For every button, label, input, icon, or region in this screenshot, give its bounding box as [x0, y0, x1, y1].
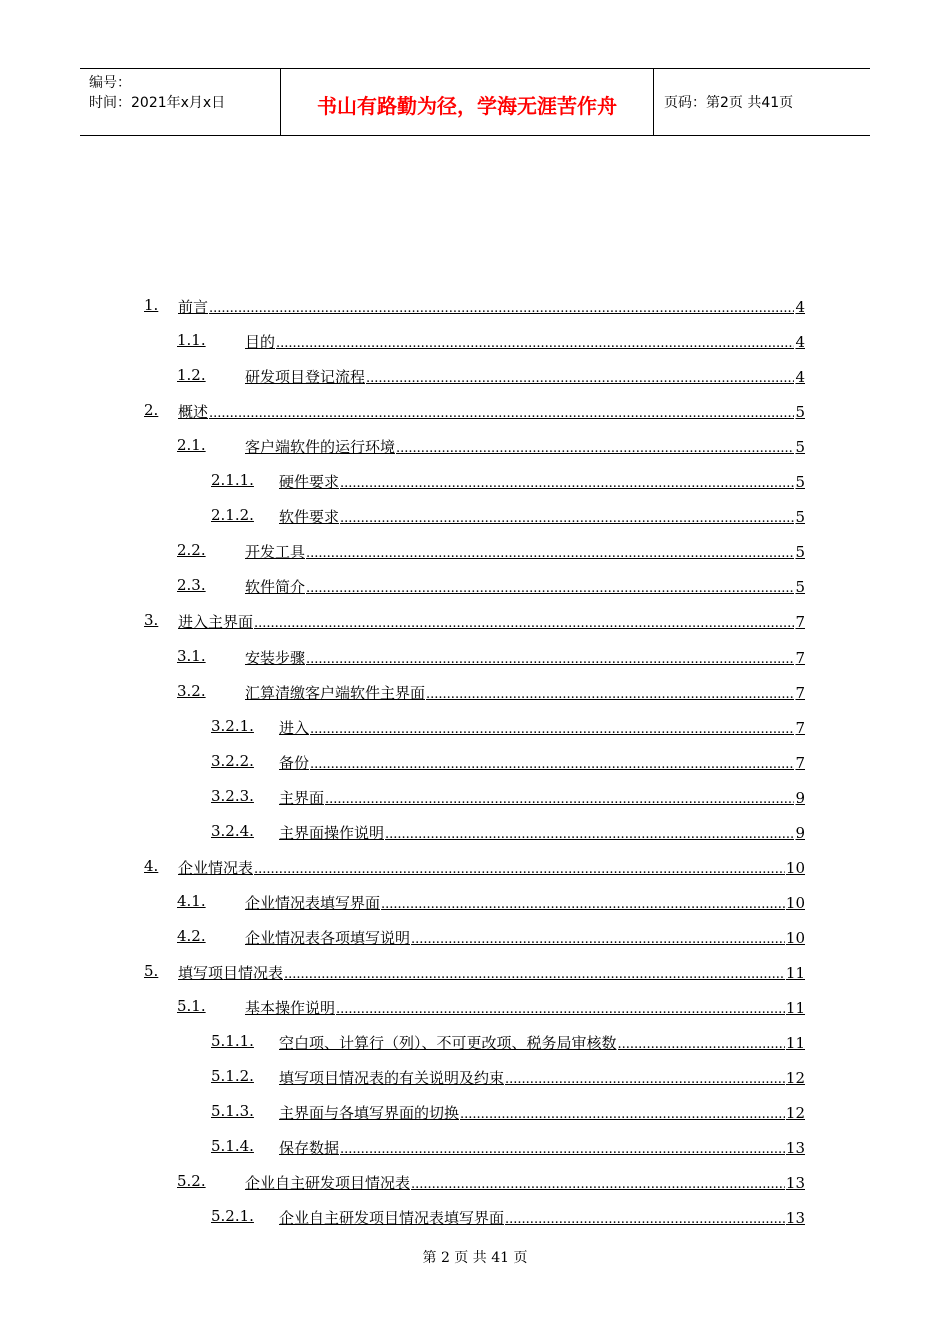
header-meta-cell — [80, 69, 281, 135]
toc-entry[interactable] — [0, 323, 950, 358]
toc-entry-page-number[interactable]: 9 — [795, 788, 805, 807]
toc-entry-number[interactable]: 5.1. — [177, 997, 206, 1015]
toc-entry-page-number[interactable]: 11 — [785, 1034, 805, 1053]
toc-entry[interactable] — [0, 709, 950, 744]
toc-entry-link[interactable] — [178, 857, 805, 878]
toc-entry-link[interactable] — [279, 822, 805, 843]
toc-entry-number[interactable]: 4.1. — [177, 891, 206, 910]
toc-entry-page-number[interactable]: 7 — [795, 753, 805, 772]
toc-dot-leader — [310, 722, 794, 737]
toc-entry-page-number[interactable]: 5 — [795, 578, 805, 597]
toc-entry-number[interactable]: 2.1.1. — [211, 471, 254, 490]
toc-entry-link[interactable] — [178, 611, 805, 632]
toc-entry-number[interactable]: 3. — [144, 611, 159, 630]
toc-entry-title[interactable]: 目的 — [245, 333, 276, 352]
toc-dot-leader — [276, 336, 794, 351]
toc-entry-title[interactable]: 概述 — [178, 403, 209, 422]
page-header — [80, 68, 870, 136]
toc-entry-link[interactable] — [279, 1032, 805, 1053]
toc-entry-number[interactable]: 3.2. — [177, 681, 206, 700]
header-page-label: 页码：第2页 共41页 — [664, 95, 794, 111]
toc-dot-leader — [381, 897, 785, 912]
toc-entry-number[interactable]: 2.1. — [177, 436, 206, 455]
toc-entry-page-number[interactable]: 10 — [785, 893, 805, 912]
toc-entry-title[interactable]: 主界面 — [279, 788, 325, 807]
toc-entry-number[interactable]: 2.2. — [177, 541, 206, 560]
toc-entry-title[interactable]: 企业自主研发项目情况表 — [245, 1174, 411, 1193]
toc-entry[interactable] — [0, 814, 950, 849]
toc-entry[interactable] — [0, 358, 950, 393]
toc-dot-leader — [325, 792, 794, 807]
toc-entry-page-number[interactable]: 11 — [785, 999, 805, 1017]
toc-entry-page-number[interactable]: 13 — [785, 1139, 805, 1158]
toc-entry[interactable] — [0, 1059, 950, 1094]
toc-entry-number[interactable]: 2. — [144, 401, 159, 420]
toc-entry-number[interactable]: 3.1. — [177, 646, 206, 665]
toc-dot-leader — [336, 1002, 785, 1017]
toc-dot-leader — [505, 1072, 785, 1087]
toc-entry-link[interactable] — [279, 752, 805, 773]
toc-entry-number[interactable]: 1.1. — [177, 331, 206, 350]
toc-dot-leader — [340, 511, 794, 526]
toc-entry-number[interactable]: 3.2.2. — [211, 751, 254, 770]
toc-entry-link[interactable] — [279, 1067, 805, 1088]
toc-entry-page-number[interactable]: 10 — [785, 858, 805, 877]
document-number-label: 编号： — [89, 75, 131, 91]
toc-entry-number[interactable]: 4. — [144, 856, 159, 875]
toc-entry-title[interactable]: 进入主界面 — [178, 613, 254, 632]
toc-entry-title[interactable]: 开发工具 — [245, 543, 306, 562]
toc-entry-title[interactable]: 填写项目情况表的有关说明及约束 — [279, 1069, 505, 1088]
toc-entry[interactable] — [0, 919, 950, 954]
toc-dot-leader — [306, 652, 794, 667]
toc-entry-number[interactable]: 5.1.2. — [211, 1067, 254, 1086]
toc-dot-leader — [505, 1212, 785, 1227]
toc-entry-number[interactable]: 2.3. — [177, 576, 206, 595]
toc-entry-number[interactable]: 2.1.2. — [211, 506, 254, 525]
toc-entry-title[interactable]: 企业情况表 — [178, 858, 254, 877]
toc-entry-title[interactable]: 软件要求 — [279, 508, 340, 527]
toc-entry[interactable] — [0, 884, 950, 919]
toc-entry-number[interactable]: 3.2.3. — [211, 786, 254, 805]
toc-entry-title[interactable]: 主界面操作说明 — [279, 823, 385, 842]
toc-dot-leader — [618, 1037, 785, 1052]
toc-entry-title[interactable]: 安装步骤 — [245, 648, 306, 667]
toc-entry-link[interactable] — [279, 471, 805, 492]
toc-entry-link[interactable] — [245, 331, 805, 352]
toc-entry[interactable] — [0, 954, 950, 989]
toc-entry-page-number[interactable]: 5 — [795, 543, 805, 562]
toc-entry[interactable] — [0, 744, 950, 779]
toc-dot-leader — [460, 1107, 785, 1122]
toc-dot-leader — [254, 616, 794, 631]
toc-entry-page-number[interactable]: 12 — [785, 1069, 805, 1088]
toc-entry-title[interactable]: 填写项目情况表 — [178, 963, 284, 982]
toc-entry[interactable] — [0, 1129, 950, 1164]
toc-entry-number[interactable]: 3.2.4. — [211, 821, 254, 840]
toc-dot-leader — [340, 1142, 785, 1157]
toc-entry-link[interactable] — [279, 506, 805, 527]
toc-entry-page-number[interactable]: 5 — [795, 438, 805, 457]
toc-dot-leader — [209, 406, 794, 421]
toc-entry-link[interactable] — [279, 1137, 805, 1158]
toc-entry-number[interactable]: 5.2. — [177, 1172, 206, 1191]
toc-entry-title[interactable]: 软件简介 — [245, 578, 306, 597]
toc-dot-leader — [385, 827, 794, 842]
toc-entry-number[interactable]: 1. — [144, 296, 159, 314]
toc-entry-page-number[interactable]: 7 — [795, 683, 805, 702]
toc-entry[interactable] — [0, 639, 950, 674]
toc-entry-link[interactable] — [245, 541, 805, 562]
toc-entry[interactable] — [0, 498, 950, 533]
document-time-label: 时间：2021年x月x日 — [89, 95, 226, 111]
toc-entry-title[interactable]: 主界面与各填写界面的切换 — [279, 1104, 460, 1123]
toc-entry[interactable] — [0, 463, 950, 498]
toc-entry[interactable] — [0, 568, 950, 603]
toc-entry[interactable] — [0, 1164, 950, 1199]
toc-entry-link[interactable] — [245, 892, 805, 913]
toc-entry-link[interactable] — [178, 401, 805, 422]
toc-entry-link[interactable] — [245, 997, 805, 1018]
toc-entry-link[interactable] — [245, 1172, 805, 1193]
toc-entry-number[interactable]: 5.1.4. — [211, 1137, 254, 1156]
toc-entry-title[interactable]: 企业情况表各项填写说明 — [245, 928, 411, 947]
toc-entry[interactable] — [0, 674, 950, 709]
toc-entry-title[interactable]: 企业情况表填写界面 — [245, 893, 381, 912]
toc-entry-number[interactable]: 5. — [144, 961, 159, 980]
toc-entry-page-number[interactable]: 7 — [795, 613, 805, 632]
toc-entry-page-number[interactable]: 5 — [795, 508, 805, 527]
toc-entry-page-number[interactable]: 7 — [795, 718, 805, 737]
toc-entry-page-number[interactable]: 13 — [785, 1174, 805, 1193]
toc-entry-page-number[interactable]: 5 — [795, 403, 805, 422]
toc-dot-leader — [411, 1177, 785, 1192]
toc-entry-link[interactable] — [245, 682, 805, 703]
toc-entry-link[interactable] — [279, 1102, 805, 1123]
toc-entry-number[interactable]: 4.2. — [177, 926, 206, 945]
toc-entry-page-number[interactable]: 9 — [795, 823, 805, 842]
toc-entry-page-number[interactable]: 4 — [795, 368, 805, 387]
toc-dot-leader — [254, 862, 785, 877]
toc-entry-link[interactable] — [245, 647, 805, 668]
toc-entry[interactable] — [0, 1024, 950, 1059]
toc-dot-leader — [209, 301, 794, 316]
toc-entry-title[interactable]: 基本操作说明 — [245, 999, 336, 1017]
page-footer: 第 2 页 共 41 页 — [422, 1250, 528, 1266]
toc-entry-number[interactable]: 1.2. — [177, 366, 206, 385]
toc-entry-title[interactable]: 前言 — [178, 298, 209, 316]
toc-entry[interactable] — [0, 603, 950, 638]
toc-entry-link[interactable] — [279, 717, 805, 738]
toc-entry-number[interactable]: 3.2.1. — [211, 716, 254, 735]
toc-entry[interactable] — [0, 393, 950, 428]
toc-entry-page-number[interactable]: 13 — [785, 1209, 805, 1228]
toc-entry-link[interactable] — [245, 436, 805, 457]
toc-dot-leader — [310, 757, 794, 772]
toc-entry-page-number[interactable]: 5 — [795, 473, 805, 492]
toc-entry-link[interactable] — [279, 787, 805, 808]
toc-entry-page-number[interactable]: 11 — [785, 963, 805, 982]
toc-entry-link[interactable] — [245, 576, 805, 597]
toc-dot-leader — [426, 687, 794, 702]
toc-entry[interactable] — [0, 849, 950, 884]
toc-entry-link[interactable] — [178, 962, 805, 983]
toc-dot-leader — [340, 476, 794, 491]
toc-entry-page-number[interactable]: 7 — [795, 648, 805, 667]
toc-entry-link[interactable] — [245, 927, 805, 948]
toc-entry[interactable] — [0, 428, 950, 463]
toc-entry[interactable] — [0, 1094, 950, 1129]
toc-entry[interactable] — [0, 288, 950, 323]
toc-entry-title[interactable]: 进入 — [279, 718, 310, 737]
toc-entry-title[interactable]: 企业自主研发项目情况表填写界面 — [279, 1209, 505, 1228]
toc-entry-title[interactable]: 硬件要求 — [279, 473, 340, 492]
toc-dot-leader — [306, 546, 794, 561]
toc-entry-page-number[interactable]: 4 — [795, 333, 805, 352]
toc-dot-leader — [306, 581, 794, 596]
toc-entry-page-number[interactable]: 12 — [785, 1104, 805, 1123]
toc-entry-title[interactable]: 汇算清缴客户端软件主界面 — [245, 683, 426, 702]
toc-entry-number[interactable]: 5.1.1. — [211, 1032, 254, 1051]
toc-entry-page-number[interactable]: 4 — [795, 298, 805, 316]
toc-entry-link[interactable] — [178, 296, 805, 317]
toc-entry-link[interactable] — [279, 1207, 805, 1228]
header-motto: 书山有路勤为径，学海无涯苦作舟 — [281, 69, 654, 135]
toc-dot-leader — [411, 932, 785, 947]
toc-entry-title[interactable]: 客户端软件的运行环境 — [245, 438, 396, 457]
toc-entry-page-number[interactable]: 10 — [785, 928, 805, 947]
toc-dot-leader — [366, 371, 794, 386]
toc-entry-title[interactable]: 空白项、计算行（列）、不可更改项、税务局审核数 — [279, 1034, 617, 1053]
toc-entry-title[interactable]: 备份 — [279, 753, 310, 772]
toc-entry[interactable] — [0, 779, 950, 814]
toc-entry-number[interactable]: 5.1.3. — [211, 1102, 254, 1121]
toc-dot-leader — [284, 967, 785, 982]
toc-entry[interactable] — [0, 533, 950, 568]
toc-entry-number[interactable]: 5.2.1. — [211, 1207, 254, 1226]
toc-entry[interactable] — [0, 989, 950, 1024]
toc-dot-leader — [396, 441, 794, 456]
toc-entry-link[interactable] — [245, 366, 805, 387]
toc-entry-title[interactable]: 研发项目登记流程 — [245, 368, 366, 387]
toc-entry[interactable] — [0, 1199, 950, 1234]
toc-entry-title[interactable]: 保存数据 — [279, 1139, 340, 1158]
